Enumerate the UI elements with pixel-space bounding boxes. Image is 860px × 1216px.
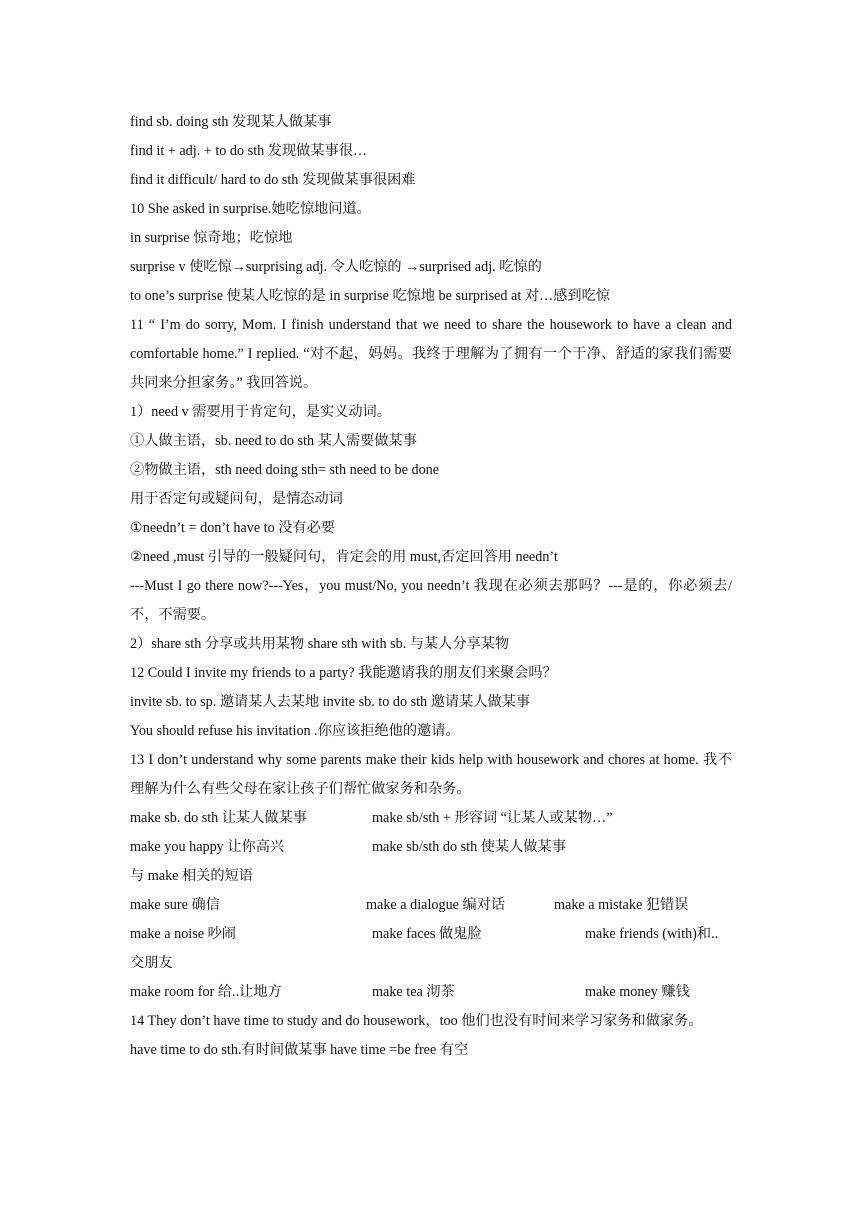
- paragraph-14: 14 They don’t have time to study and do housework，too 他们也没有时间来学习家务和做家务。: [130, 1013, 703, 1029]
- paragraph-11: 11 “ I’m do sorry, Mom. I finish understand that we need to share the housework to have a clean and comfortable home.” I replied. “对不起，妈妈。我终于理解为了拥有一个干净、舒适的家我们需要共同来分担家务。” 我回答说。: [130, 317, 732, 391]
- make-row: [130, 804, 732, 833]
- text-line: 交朋友: [130, 955, 173, 971]
- text-line: You should refuse his invitation .你应该拒绝他的邀请。: [130, 723, 460, 739]
- paragraph-13: 13 I don’t understand why some parents make their kids help with housework and chores at home. 我不理解为什么有些父母在家让孩子们帮忙做家务和杂务。: [130, 752, 732, 797]
- phrase-row: [130, 891, 732, 920]
- text-line: 2）share sth 分享或共用某物 share sth with sb. 与某人分享某物: [130, 636, 510, 652]
- phrase: make money 赚钱: [585, 984, 690, 1000]
- text-line: surprise v 使吃惊→surprising adj. 令人吃惊的 →surprised adj. 吃惊的: [130, 259, 542, 275]
- text-line: invite sb. to sp. 邀请某人去某地 invite sb. to do sth 邀请某人做某事: [130, 694, 531, 710]
- text-line: ①人做主语，sb. need to do sth 某人需要做某事: [130, 433, 417, 449]
- make-phrase: make sb/sth do sth 使某人做某事: [372, 839, 566, 855]
- phrase: make sure 确信: [130, 897, 220, 913]
- phrase: make a mistake 犯错误: [554, 897, 689, 913]
- phrase-row: [130, 920, 732, 949]
- text-line: find it + adj. + to do sth 发现做某事很…: [130, 143, 368, 159]
- text-line: to one’s surprise 使某人吃惊的是 in surprise 吃惊地 be surprised at 对…感到吃惊: [130, 288, 610, 304]
- text-line: find sb. doing sth 发现某人做某事: [130, 114, 332, 130]
- text-line: ②物做主语，sth need doing sth= sth need to be done: [130, 462, 440, 478]
- phrase: make faces 做鬼脸: [372, 926, 482, 942]
- text-line: find it difficult/ hard to do sth 发现做某事很困难: [130, 172, 416, 188]
- phrase: make friends (with)和..: [585, 926, 719, 942]
- text-line: in surprise 惊奇地；吃惊地: [130, 230, 293, 246]
- section-heading: 与 make 相关的短语: [130, 868, 253, 884]
- make-phrase: make sb/sth + 形容词 “让某人或某物…”: [372, 810, 613, 826]
- make-phrase: make you happy 让你高兴: [130, 839, 285, 855]
- phrase: make a dialogue 编对话: [366, 897, 506, 913]
- text-line: 用于否定句或疑问句，是情态动词: [130, 491, 343, 507]
- text-line: 12 Could I invite my friends to a party? 我能邀请我的朋友们来聚会吗？: [130, 665, 557, 681]
- document-page: [130, 108, 732, 1065]
- make-row: [130, 833, 732, 862]
- text-line: 1）need v 需要用于肯定句，是实义动词。: [130, 404, 391, 420]
- text-line: have time to do sth.有时间做某事 have time =be free 有空: [130, 1042, 469, 1058]
- make-phrase: make sb. do sth 让某人做某事: [130, 810, 307, 826]
- phrase: make tea 沏茶: [372, 984, 455, 1000]
- must-example: ---Must I go there now?---Yes，you must/No, you needn’t 我现在必须去那吗？---是的，你必须去/不，不需要。: [130, 578, 732, 623]
- phrase: make room for 给..让地方: [130, 984, 282, 1000]
- text-line: ②need ,must 引导的一般疑问句，肯定会的用 must,否定回答用 needn’t: [130, 549, 558, 565]
- phrase: make a noise 吵闹: [130, 926, 236, 942]
- text-line: ①needn’t = don’t have to 没有必要: [130, 520, 335, 536]
- text-line: 10 She asked in surprise.她吃惊地问道。: [130, 201, 371, 217]
- phrase-row: [130, 978, 732, 1007]
